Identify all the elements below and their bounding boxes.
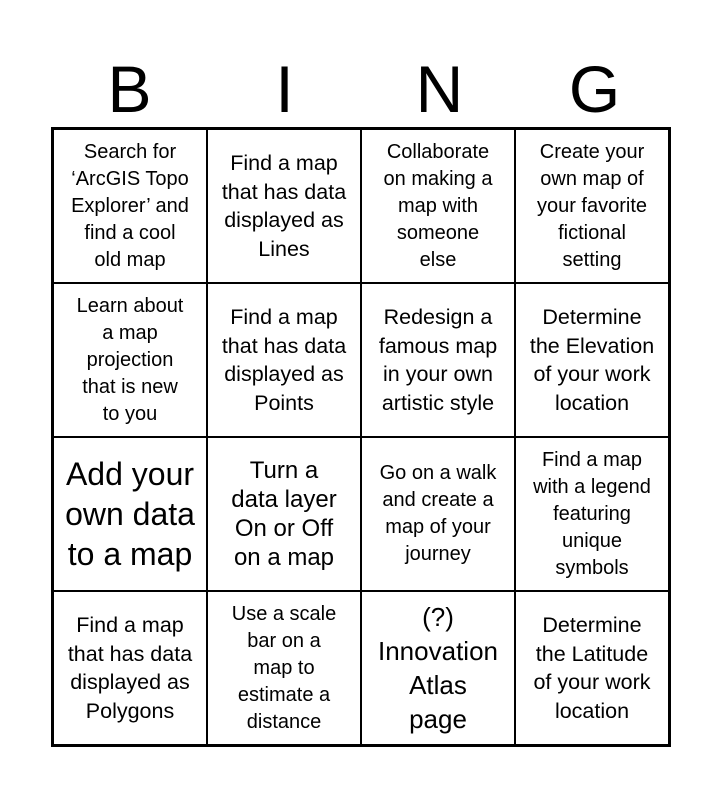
cell-text: Find a map that has data displayed as Polygons: [67, 613, 193, 723]
bingo-cell-r3c4[interactable]: [515, 437, 669, 591]
cell-text: Redesign a famous map in your own artistic style: [378, 305, 498, 415]
cell-text: Find a map with a legend featuring unique symbols: [533, 448, 651, 579]
header-letter-i: I: [275, 52, 294, 126]
cell-text: Turn a data layer On or Off on a map: [231, 457, 337, 571]
cell-text: Collaborate on making a map with someone else: [383, 140, 493, 271]
bingo-cell-r1c1[interactable]: [53, 129, 207, 283]
bingo-cell-r2c1[interactable]: [53, 283, 207, 437]
cell-text: Add your own data to a map: [65, 456, 195, 572]
header-letter-n: N: [415, 52, 464, 126]
bingo-cell-r4c2[interactable]: [207, 591, 361, 745]
header-letter-g: G: [568, 52, 621, 126]
bingo-cell-r4c4[interactable]: [515, 591, 669, 745]
cell-text: Determine the Latitude of your work location: [533, 613, 651, 723]
cell-text: Find a map that has data displayed as Points: [221, 305, 347, 415]
bingo-cell-r3c1[interactable]: [53, 437, 207, 591]
bingo-cell-r2c3[interactable]: [361, 283, 515, 437]
cell-text: Search for ‘ArcGIS Topo Explorer’ and find a cool old map: [71, 140, 189, 271]
bingo-cell-r1c3[interactable]: [361, 129, 515, 283]
bingo-cell-r2c2[interactable]: [207, 283, 361, 437]
cell-text: Find a map that has data displayed as Lines: [221, 151, 347, 261]
bingo-grid: [51, 127, 671, 747]
cell-text: Learn about a map projection that is new to you: [76, 294, 184, 425]
bingo-header: [52, 50, 672, 128]
bingo-cell-r3c2[interactable]: [207, 437, 361, 591]
bingo-cell-r1c4[interactable]: [515, 129, 669, 283]
bingo-cell-r4c3[interactable]: [361, 591, 515, 745]
cell-text: Determine the Elevation of your work location: [529, 305, 655, 415]
header-letter-b: B: [107, 52, 152, 126]
bingo-cell-r4c1[interactable]: [53, 591, 207, 745]
cell-text: Go on a walk and create a map of your journey: [379, 462, 497, 565]
cell-text: (?) Innovation Atlas page: [378, 602, 498, 734]
bingo-cell-r3c3[interactable]: [361, 437, 515, 591]
bingo-cell-r1c2[interactable]: [207, 129, 361, 283]
cell-text: Create your own map of your favorite fictional setting: [536, 140, 648, 271]
bingo-cell-r2c4[interactable]: [515, 283, 669, 437]
cell-text: Use a scale bar on a map to estimate a distance: [231, 602, 337, 733]
